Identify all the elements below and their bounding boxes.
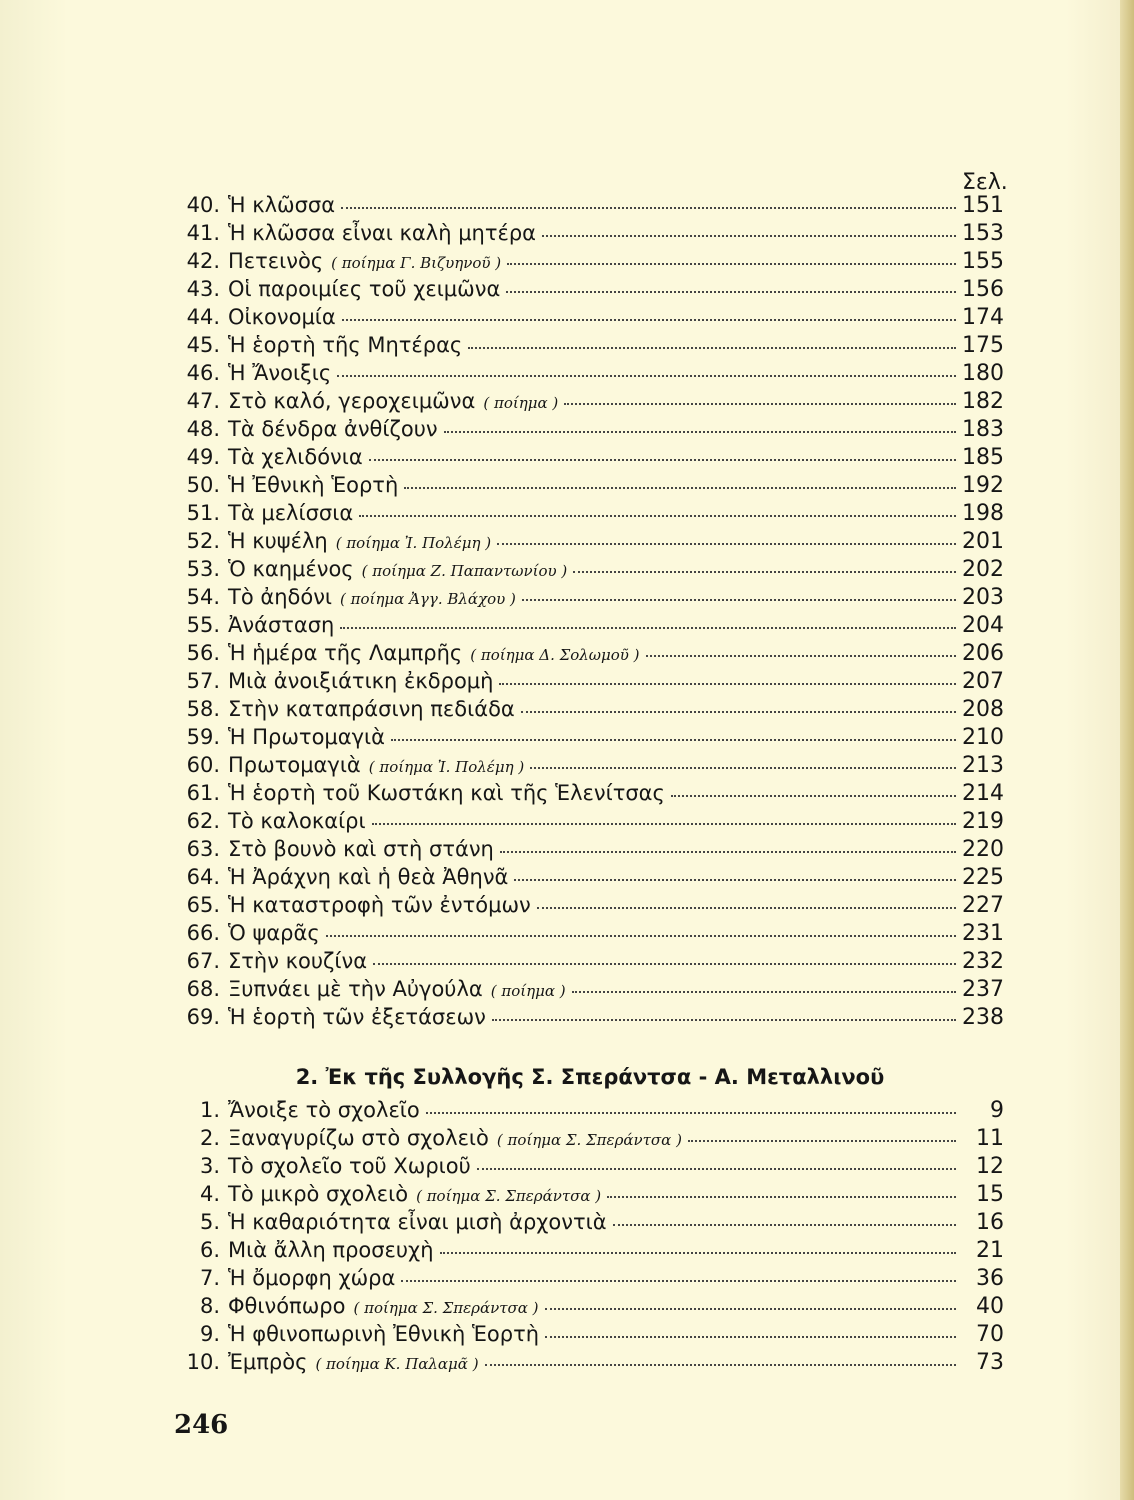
leader-dots xyxy=(514,878,956,881)
leader-dots xyxy=(373,962,956,965)
entry-page: 36 xyxy=(976,1266,1004,1291)
entry-number: 65. xyxy=(186,893,220,917)
toc-entry xyxy=(176,949,1004,977)
entry-number: 62. xyxy=(186,809,220,833)
entry-number: 53. xyxy=(186,557,220,581)
entry-page: 151 xyxy=(962,193,1004,218)
entry-title: Ἀνάσταση xyxy=(228,613,335,637)
entry-title: Πρωτομαγιὰ xyxy=(228,753,361,777)
entry-title: Ἡ φθινοπωρινὴ Ἐθνικὴ Ἑορτὴ xyxy=(228,1322,540,1346)
toc-entry xyxy=(176,725,1004,753)
leader-dots xyxy=(522,598,956,601)
page-number: 246 xyxy=(174,1410,229,1440)
toc-entry xyxy=(176,193,1004,221)
entry-page: 232 xyxy=(962,949,1004,974)
entry-page: 180 xyxy=(962,361,1004,386)
entry-title: Στὴν καταπράσινη πεδιάδα xyxy=(228,697,515,721)
entry-title: Ξυπνάει μὲ τὴν Αὐγούλα xyxy=(228,977,483,1001)
entry-page: 214 xyxy=(962,781,1004,806)
entry-number: 46. xyxy=(186,361,220,385)
entry-poem-note: ( ποίημα Δ. Σολωμοῦ ) xyxy=(470,646,640,664)
entry-poem-note: ( ποίημα Ἰ. Πολέμη ) xyxy=(335,534,492,552)
entry-page: 175 xyxy=(962,333,1004,358)
toc-entry xyxy=(176,697,1004,725)
toc-entry xyxy=(176,389,1004,417)
toc-entry xyxy=(176,1098,1004,1126)
entry-page: 21 xyxy=(976,1238,1004,1263)
entry-title: Ἡ Πρωτομαγιὰ xyxy=(228,725,385,749)
entry-number: 48. xyxy=(186,417,220,441)
toc-entry xyxy=(176,921,1004,949)
entry-title: Ἡ κυψέλη xyxy=(228,529,328,553)
entry-page: 227 xyxy=(962,893,1004,918)
entry-page: 219 xyxy=(962,809,1004,834)
entry-page: 213 xyxy=(962,753,1004,778)
entry-number: 49. xyxy=(186,445,220,469)
page-edge-shadow xyxy=(1120,0,1134,1500)
leader-dots xyxy=(671,794,956,797)
toc-entry xyxy=(176,1182,1004,1210)
entry-title: Πετεινὸς xyxy=(228,249,324,273)
entry-page: 201 xyxy=(962,529,1004,554)
entry-page: 208 xyxy=(962,697,1004,722)
entry-title: Μιὰ ἄλλη προσευχὴ xyxy=(228,1238,434,1262)
entry-title: Ἡ ἑορτὴ τῶν ἐξετάσεων xyxy=(228,1005,486,1029)
entry-number: 2. xyxy=(199,1126,220,1150)
toc-entry xyxy=(176,669,1004,697)
entry-title: Ἡ ἡμέρα τῆς Λαμπρῆς xyxy=(228,641,463,665)
leader-dots xyxy=(492,1018,956,1021)
leader-dots xyxy=(506,290,956,293)
toc-section-1 xyxy=(176,193,1004,1033)
entry-page: 210 xyxy=(962,725,1004,750)
toc-entry xyxy=(176,501,1004,529)
entry-page: 9 xyxy=(990,1098,1004,1123)
entry-poem-note: ( ποίημα Κ. Παλαμᾶ ) xyxy=(315,1355,479,1373)
entry-page: 204 xyxy=(962,613,1004,638)
leader-dots xyxy=(485,1363,956,1366)
entry-title: Οἱ παροιμίες τοῦ χειμῶνα xyxy=(228,277,501,301)
toc-entry xyxy=(176,613,1004,641)
page-column-label: Σελ. xyxy=(962,170,1008,195)
entry-page: 183 xyxy=(962,417,1004,442)
entry-poem-note: ( ποίημα ) xyxy=(490,982,566,1000)
entry-number: 7. xyxy=(199,1266,220,1290)
entry-number: 6. xyxy=(199,1238,220,1262)
section-2-heading: 2. Ἐκ τῆς Συλλογῆς Σ. Σπεράντσα - Α. Μεταλλινοῦ xyxy=(295,1065,885,1089)
entry-number: 59. xyxy=(186,725,220,749)
leader-dots xyxy=(500,850,956,853)
toc-entry xyxy=(176,781,1004,809)
leader-dots xyxy=(468,346,956,349)
entry-number: 68. xyxy=(186,977,220,1001)
leader-dots xyxy=(499,682,956,685)
entry-page: 182 xyxy=(962,389,1004,414)
entry-page: 156 xyxy=(962,277,1004,302)
entry-page: 16 xyxy=(976,1210,1004,1235)
toc-entry xyxy=(176,333,1004,361)
entry-page: 15 xyxy=(976,1182,1004,1207)
entry-poem-note: ( ποίημα Ἰ. Πολέμη ) xyxy=(368,758,525,776)
entry-number: 52. xyxy=(186,529,220,553)
leader-dots xyxy=(613,1223,956,1226)
toc-entry xyxy=(176,753,1004,781)
entry-number: 40. xyxy=(186,193,220,217)
entry-title: Ἡ ἑορτὴ τοῦ Κωστάκη καὶ τῆς Ἑλενίτσας xyxy=(228,781,665,805)
toc-entry xyxy=(176,221,1004,249)
toc-entry xyxy=(176,473,1004,501)
entry-page: 231 xyxy=(962,921,1004,946)
entry-title: Στὸ καλό, γεροχειμῶνα xyxy=(228,389,476,413)
leader-dots xyxy=(545,1335,956,1338)
entry-number: 9. xyxy=(199,1322,220,1346)
toc-entry xyxy=(176,809,1004,837)
entry-page: 237 xyxy=(962,977,1004,1002)
entry-page: 203 xyxy=(962,585,1004,610)
toc-entry xyxy=(176,1238,1004,1266)
entry-poem-note: ( ποίημα Γ. Βιζυηνοῦ ) xyxy=(331,254,502,272)
entry-number: 58. xyxy=(186,697,220,721)
leader-dots xyxy=(530,766,956,769)
toc-entry xyxy=(176,641,1004,669)
entry-page: 207 xyxy=(962,669,1004,694)
entry-poem-note: ( ποίημα Ἀγγ. Βλάχου ) xyxy=(340,590,516,608)
entry-number: 8. xyxy=(199,1294,220,1318)
entry-title: Τὸ σχολεῖο τοῦ Χωριοῦ xyxy=(228,1154,471,1178)
leader-dots xyxy=(326,934,956,937)
toc-entry xyxy=(176,1154,1004,1182)
entry-page: 202 xyxy=(962,557,1004,582)
entry-title: Τὸ ἀηδόνι xyxy=(228,585,333,609)
entry-page: 174 xyxy=(962,305,1004,330)
entry-number: 5. xyxy=(199,1210,220,1234)
entry-number: 67. xyxy=(186,949,220,973)
entry-title: Ἡ Ἄνοιξις xyxy=(228,361,332,385)
toc-entry xyxy=(176,557,1004,585)
toc-entry xyxy=(176,1210,1004,1238)
entry-number: 64. xyxy=(186,865,220,889)
toc-entry xyxy=(176,585,1004,613)
leader-dots xyxy=(401,1279,956,1282)
entry-title: Τὸ μικρὸ σχολειὸ xyxy=(228,1182,409,1206)
entry-page: 185 xyxy=(962,445,1004,470)
entry-title: Τὰ μελίσσια xyxy=(228,501,354,525)
entry-number: 42. xyxy=(186,249,220,273)
entry-page: 238 xyxy=(962,1005,1004,1030)
entry-page: 73 xyxy=(976,1350,1004,1375)
entry-page: 153 xyxy=(962,221,1004,246)
leader-dots xyxy=(573,570,956,573)
entry-title: Τὰ δένδρα ἀνθίζουν xyxy=(228,417,438,441)
entry-page: 220 xyxy=(962,837,1004,862)
leader-dots xyxy=(404,486,956,489)
toc-entry xyxy=(176,1294,1004,1322)
entry-title: Ἡ ἑορτὴ τῆς Μητέρας xyxy=(228,333,463,357)
toc-entry xyxy=(176,1126,1004,1154)
entry-number: 66. xyxy=(186,921,220,945)
leader-dots xyxy=(477,1167,956,1170)
entry-number: 63. xyxy=(186,837,220,861)
toc-entry xyxy=(176,1350,1004,1378)
leader-dots xyxy=(444,430,956,433)
entry-number: 43. xyxy=(186,277,220,301)
toc-entry xyxy=(176,249,1004,277)
entry-title: Ἄνοιξε τὸ σχολεῖο xyxy=(228,1098,420,1122)
toc-entry xyxy=(176,445,1004,473)
leader-dots xyxy=(521,710,956,713)
entry-title: Ὁ ψαρᾶς xyxy=(228,921,320,945)
entry-number: 41. xyxy=(186,221,220,245)
toc-entry xyxy=(176,305,1004,333)
entry-title: Μιὰ ἀνοιξιάτικη ἐκδρομὴ xyxy=(228,669,494,693)
entry-title: Στὴν κουζίνα xyxy=(228,949,368,973)
entry-page: 225 xyxy=(962,865,1004,890)
entry-title: Ἡ καθαριότητα εἶναι μισὴ ἀρχοντιὰ xyxy=(228,1210,607,1234)
entry-title: Στὸ βουνὸ καὶ στὴ στάνη xyxy=(228,837,494,861)
leader-dots xyxy=(497,542,956,545)
entry-page: 12 xyxy=(976,1154,1004,1179)
toc-entry xyxy=(176,417,1004,445)
leader-dots xyxy=(537,906,956,909)
entry-page: 192 xyxy=(962,473,1004,498)
entry-poem-note: ( ποίημα Σ. Σπεράντσα ) xyxy=(416,1187,602,1205)
entry-title: Οἰκονομία xyxy=(228,305,336,329)
entry-number: 1. xyxy=(199,1098,220,1122)
entry-page: 198 xyxy=(962,501,1004,526)
leader-dots xyxy=(341,206,956,209)
toc-entry xyxy=(176,1005,1004,1033)
leader-dots xyxy=(359,514,956,517)
entry-number: 45. xyxy=(186,333,220,357)
entry-number: 44. xyxy=(186,305,220,329)
leader-dots xyxy=(564,402,956,405)
entry-title: Ὁ καημένος xyxy=(228,557,354,581)
entry-title: Ἡ καταστροφὴ τῶν ἐντόμων xyxy=(228,893,531,917)
entry-number: 10. xyxy=(186,1350,220,1374)
entry-title: Τὸ καλοκαίρι xyxy=(228,809,366,833)
toc-entry xyxy=(176,1322,1004,1350)
entry-title: Ἐμπρὸς xyxy=(228,1350,308,1374)
leader-dots xyxy=(646,654,956,657)
toc-entry xyxy=(176,529,1004,557)
leader-dots xyxy=(542,234,956,237)
entry-number: 4. xyxy=(199,1182,220,1206)
entry-title: Ἡ κλῶσσα εἶναι καλὴ μητέρα xyxy=(228,221,537,245)
entry-number: 69. xyxy=(186,1005,220,1029)
toc-section-2 xyxy=(176,1098,1004,1378)
leader-dots xyxy=(391,738,956,741)
leader-dots xyxy=(607,1195,956,1198)
leader-dots xyxy=(545,1307,956,1310)
leader-dots xyxy=(426,1111,956,1114)
leader-dots xyxy=(369,458,956,461)
leader-dots xyxy=(572,990,956,993)
entry-number: 51. xyxy=(186,501,220,525)
entry-title: Ἡ Ἐθνικὴ Ἑορτὴ xyxy=(228,473,399,497)
entry-page: 206 xyxy=(962,641,1004,666)
entry-number: 61. xyxy=(186,781,220,805)
entry-page: 11 xyxy=(976,1126,1004,1151)
toc-entry xyxy=(176,865,1004,893)
entry-number: 54. xyxy=(186,585,220,609)
toc-entry xyxy=(176,277,1004,305)
entry-number: 50. xyxy=(186,473,220,497)
entry-page: 155 xyxy=(962,249,1004,274)
entry-title: Ἡ ὄμορφη χώρα xyxy=(228,1266,396,1290)
leader-dots xyxy=(507,262,956,265)
toc-entry xyxy=(176,361,1004,389)
entry-poem-note: ( ποίημα Σ. Σπεράντσα ) xyxy=(353,1299,539,1317)
entry-title: Φθινόπωρο xyxy=(228,1294,346,1318)
leader-dots xyxy=(342,318,956,321)
toc-entry xyxy=(176,893,1004,921)
entry-title: Ἡ κλῶσσα xyxy=(228,193,336,217)
entry-title: Ἡ Ἀράχνη καὶ ἡ θεὰ Ἀθηνᾶ xyxy=(228,865,509,889)
leader-dots xyxy=(337,374,956,377)
entry-page: 70 xyxy=(976,1322,1004,1347)
entry-poem-note: ( ποίημα Σ. Σπεράντσα ) xyxy=(496,1131,682,1149)
leader-dots xyxy=(372,822,956,825)
entry-number: 57. xyxy=(186,669,220,693)
leader-dots xyxy=(340,626,956,629)
toc-entry xyxy=(176,1266,1004,1294)
entry-poem-note: ( ποίημα Ζ. Παπαντωνίου ) xyxy=(361,562,568,580)
entry-number: 3. xyxy=(199,1154,220,1178)
entry-number: 47. xyxy=(186,389,220,413)
leader-dots xyxy=(688,1139,956,1142)
entry-title: Τὰ χελιδόνια xyxy=(228,445,363,469)
leader-dots xyxy=(440,1251,957,1254)
entry-title: Ξαναγυρίζω στὸ σχολειὸ xyxy=(228,1126,489,1150)
entry-number: 60. xyxy=(186,753,220,777)
entry-poem-note: ( ποίημα ) xyxy=(483,394,559,412)
entry-number: 56. xyxy=(186,641,220,665)
toc-entry xyxy=(176,977,1004,1005)
toc-entry xyxy=(176,837,1004,865)
entry-page: 40 xyxy=(976,1294,1004,1319)
entry-number: 55. xyxy=(186,613,220,637)
